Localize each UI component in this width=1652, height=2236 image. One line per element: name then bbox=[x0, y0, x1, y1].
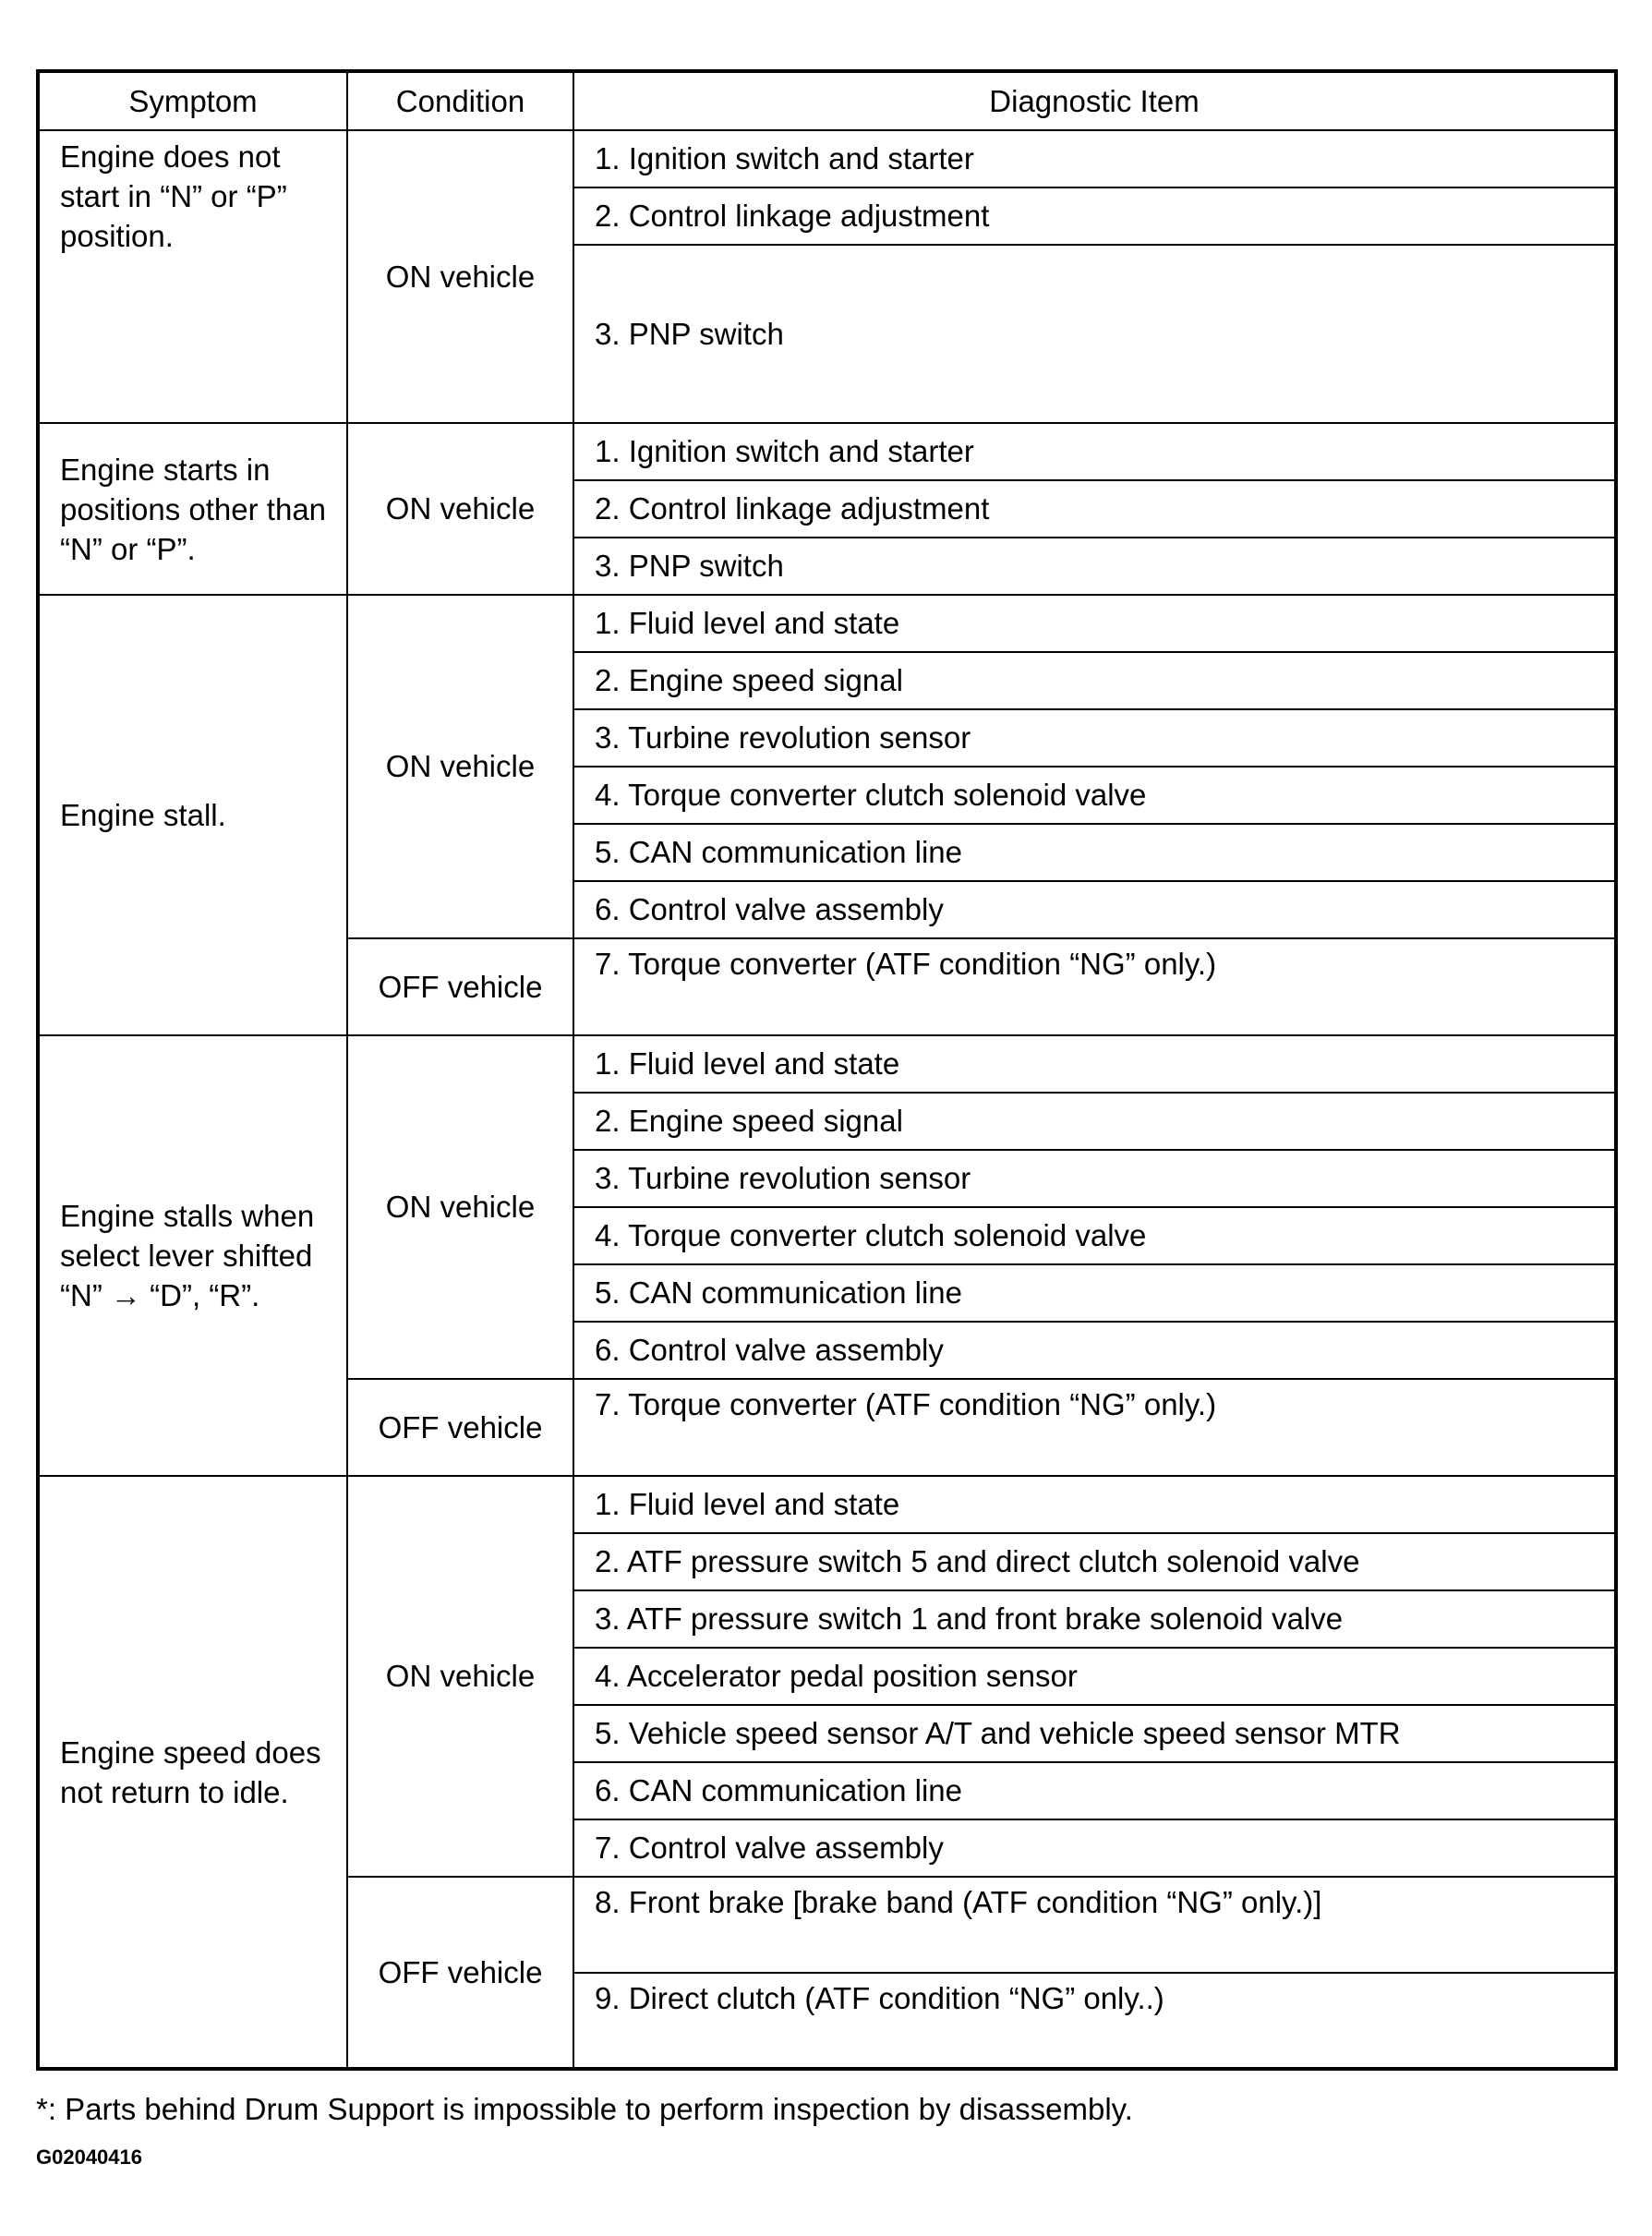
diagnostic-item: 3. Turbine revolution sensor bbox=[573, 1150, 1616, 1207]
diagnostic-item: 2. ATF pressure switch 5 and direct clutch solenoid valve bbox=[573, 1533, 1616, 1590]
diagnostic-item: 6. Control valve assembly bbox=[573, 1322, 1616, 1379]
diagnostic-item: 5. Vehicle speed sensor A/T and vehicle speed sensor MTR bbox=[573, 1705, 1616, 1762]
condition-cell: ON vehicle bbox=[347, 1035, 573, 1379]
diagnostic-item: 4. Accelerator pedal position sensor bbox=[573, 1648, 1616, 1705]
table-row bbox=[38, 595, 1616, 652]
symptom-cell: Engine stall. bbox=[38, 595, 347, 1035]
diagnostic-item: 6. CAN communication line bbox=[573, 1762, 1616, 1819]
header-row bbox=[38, 71, 1616, 130]
header-diagnostic-item: Diagnostic Item bbox=[573, 71, 1616, 130]
diagnostic-item: 4. Torque converter clutch solenoid valve bbox=[573, 1207, 1616, 1264]
table-row bbox=[38, 1476, 1616, 1533]
diagnostic-item: 5. CAN communication line bbox=[573, 1264, 1616, 1322]
diagnostic-item: 5. CAN communication line bbox=[573, 824, 1616, 881]
diagnostic-item: 3. PNP switch bbox=[573, 245, 1616, 423]
diagnostic-item: 1. Fluid level and state bbox=[573, 1035, 1616, 1093]
diagnostic-item: 1. Fluid level and state bbox=[573, 1476, 1616, 1533]
table-row bbox=[38, 423, 1616, 480]
header-symptom: Symptom bbox=[38, 71, 347, 130]
diagnostic-item: 3. Turbine revolution sensor bbox=[573, 709, 1616, 767]
diagnostic-item: 6. Control valve assembly bbox=[573, 881, 1616, 938]
diagnostic-item: 4. Torque converter clutch solenoid valve bbox=[573, 767, 1616, 824]
diagnostic-item: 2. Control linkage adjustment bbox=[573, 480, 1616, 538]
symptom-cell: Engine does not start in “N” or “P” position. bbox=[38, 130, 347, 423]
diagnostic-item: 8. Front brake [brake band (ATF condition “NG” only.)] bbox=[573, 1877, 1616, 1973]
condition-cell: OFF vehicle bbox=[347, 1379, 573, 1476]
condition-cell: OFF vehicle bbox=[347, 938, 573, 1035]
condition-cell: ON vehicle bbox=[347, 1476, 573, 1877]
symptom-cell: Engine speed does not return to idle. bbox=[38, 1476, 347, 2069]
table-row bbox=[38, 1035, 1616, 1093]
diagnostic-item: 7. Torque converter (ATF condition “NG” only.) bbox=[573, 938, 1616, 1035]
diagnostic-item: 3. ATF pressure switch 1 and front brake solenoid valve bbox=[573, 1590, 1616, 1648]
header-condition: Condition bbox=[347, 71, 573, 130]
footnote: *: Parts behind Drum Support is impossible to perform inspection by disassembly. bbox=[36, 2092, 1133, 2126]
figure-code: G02040416 bbox=[36, 2145, 142, 2169]
diagnostic-table bbox=[36, 69, 1618, 2071]
symptom-cell: Engine stalls when select lever shifted “N” → “D”, “R”. bbox=[38, 1035, 347, 1476]
diagnostic-item: 1. Ignition switch and starter bbox=[573, 423, 1616, 480]
condition-cell: OFF vehicle bbox=[347, 1877, 573, 2069]
diagnostic-item: 7. Control valve assembly bbox=[573, 1819, 1616, 1877]
diagnostic-item: 2. Engine speed signal bbox=[573, 652, 1616, 709]
condition-cell: ON vehicle bbox=[347, 130, 573, 423]
diagnostic-item: 3. PNP switch bbox=[573, 538, 1616, 595]
symptom-cell: Engine starts in positions other than “N” or “P”. bbox=[38, 423, 347, 595]
diagnostic-item: 1. Fluid level and state bbox=[573, 595, 1616, 652]
diagnostic-item: 2. Engine speed signal bbox=[573, 1093, 1616, 1150]
condition-cell: ON vehicle bbox=[347, 423, 573, 595]
diagnostic-item: 7. Torque converter (ATF condition “NG” only.) bbox=[573, 1379, 1616, 1476]
diagnostic-item: 2. Control linkage adjustment bbox=[573, 187, 1616, 245]
condition-cell: ON vehicle bbox=[347, 595, 573, 938]
table-row bbox=[38, 130, 1616, 187]
diagnostic-item: 1. Ignition switch and starter bbox=[573, 130, 1616, 187]
diagnostic-item: 9. Direct clutch (ATF condition “NG” only..) bbox=[573, 1973, 1616, 2069]
